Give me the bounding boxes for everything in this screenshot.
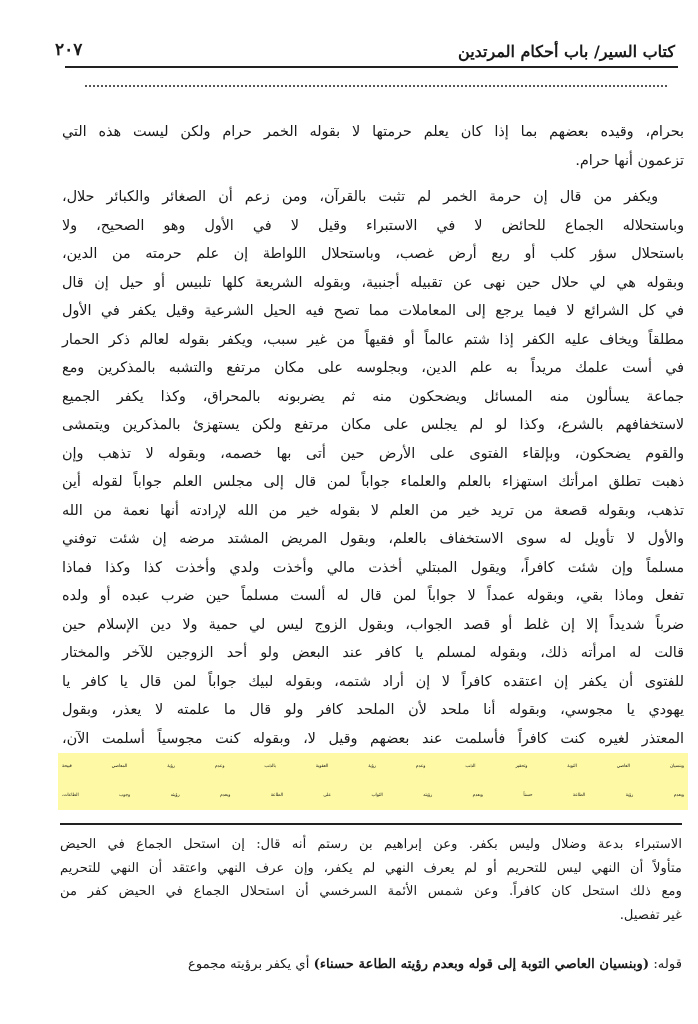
text-line: مسلماً وإن شئت كافراً، ويقول المبتلي أخذت مالي وأخذت ولدي وأخذت كذا وكذا فماذا — [62, 559, 684, 576]
text-line: في كل الشرائع لا فيما يرجع إلى المعاملات مما تصح فيه الحيل الشرعية وقيل يكفر في الأول — [62, 303, 684, 319]
running-title: كتاب السير/ باب أحكام المرتدين — [458, 42, 675, 61]
text-line: المعتذر لغيره كنت كافراً فأسلمت عند بعضهم وقيل لا، وبقوله كنت مجوسياً أسلمت الآن، — [62, 730, 684, 747]
text-line: بحرام، وقيده بعضهم بما إذا كان يعلم حرمتها لا بقوله الخمر حرام ولكن ليست هذه التي — [62, 124, 684, 140]
commentary-prefix: قوله: — [653, 957, 682, 972]
text-line: في أست علمك مريداً به علم الدين، وبجلوسه على مكان مرتفع والتشبه بالمذكرين ومع — [62, 360, 684, 376]
highlighted-line: وبنسيان العاصي التوبة وتحقير الذنب وعدم رؤية العقوبة بالذنب وعدم رؤية المعاصي قبيحة — [58, 753, 688, 782]
text-line: قالت له امرأته ذلك، وبقوله لمسلم يا كافر عند البعض ولو أحد الزوجين للآخر والمختار — [62, 645, 684, 661]
text-line: ضرباً شديداً إلا إن غلط أو قصد الجواب، وبقول الزوج ليس لي حمية ولا دين الإسلام حين — [62, 616, 684, 633]
text-line: يهودي يا مجوسي، وبقوله أنا ملحد لأن الملحد كافر ولو قال ما علمته لا يعذر، وبقول — [62, 702, 684, 718]
text-line: لاستخفافهم بالشرع، وكذا لو لم يجلس على مكان مرتفع ولكن يستهزئ بالمذكرين ويتمشى — [62, 417, 684, 433]
footnotes — [60, 833, 682, 927]
footnote-line: الاستبراء بدعة وضلال وليس بكفر. وعن إبراهيم بن رستم أنه قال: إن استحل الجماع في الحيض — [60, 837, 682, 852]
header-rule — [65, 66, 678, 68]
text-line: جماعة يسألون منه المسائل ويضحكون منه ثم يضربونه بالمحراق، وكذا يكفر الجميع — [62, 388, 684, 405]
text-line: ويكفر من قال إن حرمة الخمر لم تثبت بالقرآن، ومن زعم أن الصغائر والكبائر حلال، — [62, 189, 658, 205]
paragraph-2 — [62, 183, 684, 753]
commentary-quote: (وبنسيان العاصي التوبة إلى قوله وبعدم رؤيته الطاعة حسناء) — [313, 957, 650, 972]
footnote-line: متأولاً أن النهي ليس للتحريم أو لم يعرف النهي لم يكفر، وإن عرف النهي واعتقد أن النهي للتحريم — [60, 860, 682, 876]
paragraph-1 — [62, 118, 684, 175]
text-line: باستحلال سؤر كلب أو ريع أرض غصب، وباستحلال اللواطة إن علم حرمته من الدين، — [62, 246, 684, 262]
footnote-rule — [60, 823, 682, 825]
main-text-paragraph-2 — [62, 183, 684, 810]
commentary-rest: أي يكفر برؤيته مجموع — [188, 957, 310, 972]
footnote-line: غير تفصيل. — [619, 907, 682, 923]
text-line: تذهب، وبقوله قصعة من تريد خير من العلم لا بقوله خير من الله لإرادته أنها نعمة من الله — [62, 502, 684, 519]
text-line: مطلقاً ويخاف عليه الكفر إذا شتم عالماً أو فقيهاً من غير سبب، ويكفر بقوله لعالم ذكر الحمار — [62, 331, 684, 348]
highlighted-passage — [62, 753, 684, 810]
text-line: والقوم يضحكون، وبإلقاء الفتوى على الأرض حين أتى بها خصمه، وبقوله لا تذهب وإن — [62, 445, 684, 462]
text-line: للفتوى أن يكفر إن اعتقده كافراً لا إن أراد شتمه، وبقوله لبيك جواباً لمن قال يا كافر يا — [62, 673, 684, 690]
dotted-separator — [85, 85, 667, 87]
text-line: وبقوله هي لي حلال حين نهى عن تقبيله أجنبية، وبقوله الشريعة كلها تلبيس أو حيل إن قال — [62, 274, 684, 291]
text-line: ذهبت تطلق امرأتك استهزاء بالعلم والعلماء جواباً لمن قال إلى مجلس العلم جواباً لقوله أين — [62, 474, 684, 490]
footnote-line: ومع ذلك استحل كان كافراً. وعن شمس الأئمة السرخسي أن استحلال الجماع في الحيض كفر من — [60, 884, 682, 899]
text-line: والأول لا تأويل له سوى الاستخفاف بالعلم، وبقول المريض المشتد مرضه إن شئت توفني — [62, 531, 684, 547]
text-line: تزعمون أنها حرام. — [575, 152, 684, 169]
page-header — [45, 38, 675, 64]
highlighted-line: وبعدم رؤية الطاعة حسناً وبعدم رؤيته الثواب على الطاعة وبعدم رؤيته وجوب الطاعات، — [58, 782, 688, 811]
text-line: تفعل وماذا بقي، وبقوله عمداً لا جواباً لمن قال له ألست مسلماً حين ضرب عبده أو ولده — [62, 588, 684, 604]
commentary-line — [120, 953, 682, 977]
main-text — [62, 118, 684, 175]
text-line: وباستحلاله الجماع للحائض لا في الاستبراء وقيل لا في الأول وهو الصحيح، ولا — [62, 217, 684, 234]
page-number: ٢٠٧ — [55, 40, 83, 60]
